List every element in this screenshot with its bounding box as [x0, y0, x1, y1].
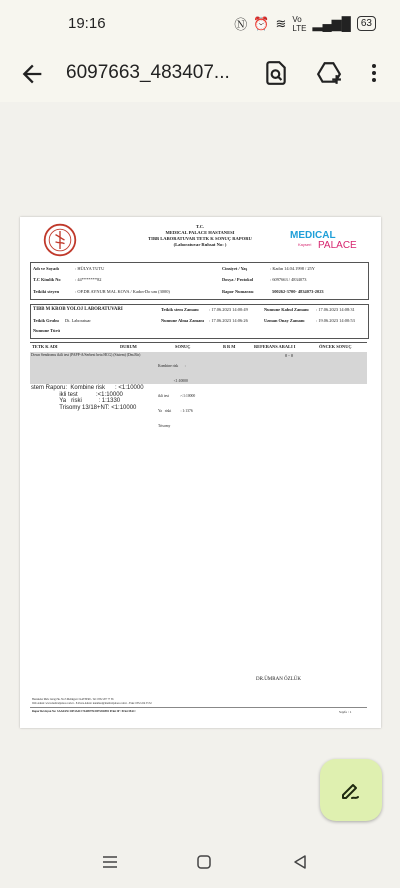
result-value: Kombine risk : <1:10000 ikli test :<1:10000 Ya riski : 1:1376 Trisomy: [158, 364, 196, 428]
svg-text:Kayseri: Kayseri: [298, 242, 312, 247]
svg-text:PALACE: PALACE: [318, 240, 357, 250]
medical-palace-logo: [288, 228, 364, 250]
column-header-status: DURUM: [120, 344, 137, 349]
status-time: 19:16: [68, 15, 106, 32]
alma-label: Numune Alma Zamanı: [161, 318, 204, 323]
column-header-reference: REFERANS ARALI I: [254, 344, 296, 349]
footer-page: Sayfa : 1: [339, 710, 352, 714]
header-line-3: TIBB LABORATUVAR TETK K SONUÇ RAPORU: [148, 236, 252, 241]
group-value: Dt. Laboratuar: [65, 318, 91, 323]
tc-value: : 44*******82: [75, 277, 102, 282]
lab-name: TIBB M KROB YOLOJ LABORATUVARI: [33, 307, 123, 312]
doctor-value: : OP.DR AYNUR MAL KOVA / Kadın-Do um (3000): [75, 289, 170, 294]
doctor-label: Tetkiki steyen: [33, 289, 60, 294]
search-in-document-icon[interactable]: [263, 60, 289, 86]
name-label: Adı ve Soyadı: [33, 266, 59, 271]
column-header-test: TETK K ADI: [32, 344, 58, 349]
rapor-label: Rapor Numarası: [222, 289, 254, 294]
edit-fab-button[interactable]: [320, 759, 382, 821]
system-nav-bar: [0, 838, 400, 888]
column-header-result: SONUÇ: [175, 344, 191, 349]
document-page: [20, 217, 381, 728]
status-icons: [234, 14, 376, 33]
app-bar: [0, 48, 400, 102]
svg-text:MEDICAL: MEDICAL: [290, 230, 336, 241]
sample-label: Numune Türü: [33, 328, 60, 333]
name-value: : HÜLYA TUTU: [75, 266, 105, 271]
home-icon[interactable]: [196, 854, 212, 870]
document-title: 6097663_483407...: [66, 62, 230, 83]
onay-value: : 19.06.2023 14:00:53: [316, 318, 355, 323]
report-header: [115, 224, 285, 248]
istem-value: : 17.06.2023 14:00:49: [209, 307, 248, 312]
kabul-label: Numune Kabul Zamanı: [264, 307, 309, 312]
add-to-drive-icon[interactable]: [316, 60, 342, 86]
pen-scribble-icon: [339, 778, 363, 802]
recents-icon[interactable]: [102, 855, 118, 869]
istem-label: Tetkik stem Zamanı: [161, 307, 199, 312]
signal-icon: ▂▄▆█: [312, 15, 351, 31]
dosya-label: Dosya / Protokol: [222, 277, 254, 282]
footer-web: Web Adresi: www.medicalpalace.com.tr - E-Posta Adresi: kurumsal@medicalpalace.com.tr - Faks: 0352 224 53 32: [32, 702, 152, 705]
wifi-icon: ≋: [275, 15, 287, 31]
column-header-unit: B R M: [223, 344, 236, 349]
footer-revision: Rapor Revizyon No: SAAFA5C14E3A4C174AB075CDE5346981 Print IP : Print MAC:: [32, 710, 137, 713]
alarm-icon: ⏰: [253, 15, 270, 31]
gender-label: Cinsiyet / Yaş: [222, 266, 248, 271]
header-line-1: T.C.: [195, 224, 205, 229]
back-nav-icon[interactable]: [292, 854, 308, 870]
volte-icon: Vo LTE: [292, 14, 307, 33]
reference-value: 0 - 0: [285, 353, 294, 358]
group-label: Tetkik Grubu: [33, 318, 59, 323]
column-header-previous: ÖNCEK SONUÇ: [319, 344, 352, 349]
header-line-2: MEDICAL PALACE HASTANESI: [165, 230, 235, 235]
kabul-value: : 17.06.2023 14:08:31: [316, 307, 355, 312]
doctor-signature: DR.ÜMRAN ÖZLÜK: [256, 677, 301, 682]
header-line-4: (Laboratuvar Ruhsat No: ): [173, 242, 227, 247]
nfc-icon: Ⓝ: [234, 17, 248, 32]
footer-address: Hastaneler Mah. Giragi Sk. No:3 Melikgazi / KAYSERI - Tel: 0352 207 77 36: [32, 698, 114, 701]
battery-icon: 63: [357, 16, 376, 31]
onay-label: Uzman Onay Zamanı: [264, 318, 305, 323]
back-arrow-icon[interactable]: [18, 60, 46, 88]
rapor-value: 500262-3700- 4834073-2023: [272, 289, 324, 294]
status-bar: [0, 0, 400, 48]
tc-label: T.C Kimlik No: [33, 277, 61, 282]
request-report-text: stem Raporu: Kombine risk : <1:10000 ikli test :<1:10000 Ya riski : 1:1330 Trisomy 13/18+NT: <1:10000: [31, 385, 144, 411]
dosya-value: : 6097663 / 4834073: [270, 277, 307, 282]
alma-value: : 17.06.2023 14:06:26: [209, 318, 248, 323]
gender-value: : Kadın 14.04.1998 / 25Y: [270, 266, 315, 271]
ministry-logo: [42, 222, 78, 258]
more-options-icon[interactable]: [362, 60, 386, 86]
footer-divider: [30, 707, 367, 708]
test-name: Down Sendromu ikili test (PAPP-A/Serbest beta HCG) (Sistem) (Dm.Bir): [31, 353, 141, 357]
